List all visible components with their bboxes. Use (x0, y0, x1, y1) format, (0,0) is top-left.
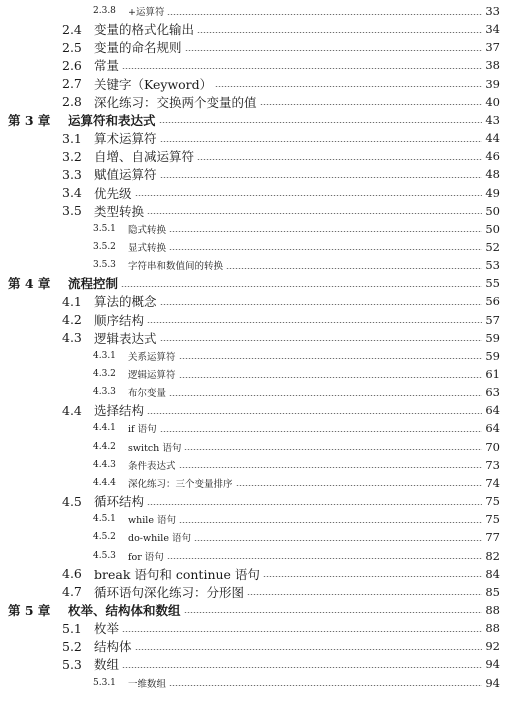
dot-leader (147, 413, 482, 414)
toc-number: 3.4 (62, 185, 82, 200)
toc-title: +运算符 (128, 7, 165, 18)
toc-page-number: 63 (485, 385, 500, 400)
toc-page-number: 92 (485, 639, 500, 654)
dot-leader (160, 304, 483, 305)
toc-page-number: 56 (485, 294, 500, 309)
toc-page-number: 73 (485, 457, 500, 472)
dot-leader (135, 195, 483, 196)
toc-number: 3.5.2 (93, 241, 116, 252)
toc-page-number: 49 (485, 185, 500, 200)
toc-number: 4.2 (62, 312, 82, 328)
toc-page-number: 75 (485, 494, 500, 509)
toc-page-number: 52 (485, 239, 500, 254)
toc-number: 4.5 (62, 493, 82, 509)
toc-page-number: 43 (485, 112, 500, 127)
toc-page-number: 34 (485, 22, 500, 37)
toc-number: 3.2 (62, 148, 82, 164)
toc-page-number: 57 (485, 312, 500, 327)
toc-page-number: 55 (485, 276, 500, 291)
toc-subsection[interactable] (0, 672, 508, 694)
dot-leader (159, 122, 483, 123)
dot-leader (122, 631, 482, 632)
dot-leader (179, 377, 483, 378)
toc-title: 变量的命名规则 (94, 40, 182, 56)
toc-number: 5.1 (62, 620, 82, 636)
toc-page-number: 84 (485, 566, 500, 581)
toc-title: 循环语句深化练习：分形图 (94, 584, 245, 600)
toc-title: 深化练习：三个变量排序 (128, 478, 233, 490)
toc-page-number: 75 (485, 512, 500, 527)
toc-page-number: 94 (485, 675, 500, 690)
toc-number: 4.1 (62, 293, 82, 309)
toc-number: 4.3.1 (93, 350, 116, 361)
toc-title: 枚举 (94, 621, 120, 637)
dot-leader (122, 68, 482, 69)
toc-title: 变量的格式化输出 (94, 22, 195, 38)
toc-page-number: 61 (485, 367, 500, 381)
toc-page-number: 59 (485, 330, 500, 345)
toc-page-number: 88 (485, 621, 500, 636)
toc-page-number: 64 (485, 421, 500, 436)
toc-number: 2.4 (62, 21, 82, 37)
toc-page-number: 33 (485, 4, 500, 18)
toc-number: 4.4 (62, 402, 82, 418)
toc-title: 布尔变量 (128, 388, 167, 400)
toc-number: 2.8 (62, 94, 82, 110)
toc-title: 逻辑表达式 (94, 330, 157, 346)
dot-leader (226, 268, 482, 269)
toc-number: 4.4.2 (93, 441, 116, 452)
toc-number: 3.5.1 (93, 223, 116, 234)
dot-leader (160, 340, 483, 341)
dot-leader (147, 322, 482, 323)
toc-number: 4.4.1 (93, 423, 116, 434)
dot-leader (184, 449, 482, 450)
toc-title: break 语句和 continue 语句 (94, 566, 260, 582)
toc-number: 第 4 章 (8, 276, 51, 292)
toc-title: 一维数组 (128, 678, 167, 690)
toc-title: 结构体 (94, 639, 132, 655)
toc-number: 第 3 章 (8, 112, 51, 128)
toc-number: 4.3.2 (93, 369, 116, 379)
toc-page-number: 38 (485, 58, 500, 73)
toc-title: 条件表达式 (128, 460, 176, 472)
dot-leader (179, 522, 482, 523)
dot-leader (215, 86, 482, 87)
toc-title: 类型转换 (94, 203, 145, 219)
toc-title: 选择结构 (94, 403, 145, 419)
toc-title: 运算符和表达式 (68, 112, 156, 128)
toc-page-number: 88 (485, 602, 500, 617)
toc-number: 4.3.3 (93, 387, 116, 398)
toc-title: 赋值运算符 (94, 167, 157, 183)
toc-title: 关系运算符 (128, 351, 176, 363)
dot-leader (167, 14, 482, 15)
toc-page-number: 85 (485, 584, 500, 599)
dot-leader (169, 395, 482, 396)
toc-page-number: 40 (485, 94, 500, 109)
toc-page-number: 59 (485, 348, 500, 363)
toc-number: 4.5.2 (93, 532, 116, 543)
dot-leader (194, 540, 482, 541)
toc-number: 4.3 (62, 330, 82, 346)
toc-title: 显式转换 (128, 242, 167, 254)
dot-leader (184, 612, 483, 613)
toc-title: 常量 (94, 58, 120, 74)
dot-leader (121, 286, 482, 287)
toc-number: 2.7 (62, 76, 82, 92)
toc-number: 4.4.4 (93, 477, 116, 488)
toc-title: 顺序结构 (94, 312, 145, 328)
toc-title: while 语句 (128, 515, 176, 527)
toc-number: 4.4.3 (93, 459, 116, 470)
dot-leader (197, 159, 482, 160)
dot-leader (160, 141, 483, 142)
toc-page-number: 70 (485, 439, 500, 454)
toc-page-number: 94 (485, 657, 500, 672)
dot-leader (169, 685, 482, 686)
toc-number: 3.3 (62, 166, 82, 182)
toc-title: if 语句 (128, 424, 157, 436)
dot-leader (179, 467, 483, 468)
toc-title: 隐式转换 (128, 224, 167, 236)
toc-title: do-while 语句 (128, 533, 191, 545)
toc-number: 2.3.8 (93, 6, 116, 16)
dot-leader (167, 558, 483, 559)
dot-leader (185, 50, 483, 51)
toc-page-number: 39 (485, 76, 500, 91)
dot-leader (179, 358, 483, 359)
toc-page-number: 50 (485, 221, 500, 236)
toc-title: 关键字（Keyword） (94, 76, 213, 92)
toc-number: 5.3.1 (93, 677, 116, 688)
toc-page-number: 64 (485, 403, 500, 418)
toc-number: 3.1 (62, 130, 82, 146)
toc-number: 3.5.3 (93, 260, 116, 271)
dot-leader (122, 667, 482, 668)
dot-leader (236, 485, 483, 486)
toc-page-number: 53 (485, 258, 500, 273)
toc-number: 2.6 (62, 57, 82, 73)
toc-title: 字符串和数值间的转换 (128, 261, 224, 273)
dot-leader (147, 504, 482, 505)
toc-page-number: 37 (485, 40, 500, 55)
dot-leader (169, 231, 482, 232)
dot-leader (160, 431, 483, 432)
dot-leader (260, 104, 483, 105)
dot-leader (263, 576, 482, 577)
dot-leader (147, 213, 482, 214)
toc-title: switch 语句 (128, 442, 182, 454)
toc-number: 4.5.3 (93, 550, 116, 561)
dot-leader (135, 649, 483, 650)
toc-page-number: 82 (485, 548, 500, 563)
toc-page-number: 74 (485, 475, 500, 490)
toc-title: 自增、自减运算符 (94, 149, 195, 165)
toc-number: 第 5 章 (8, 602, 51, 618)
toc-title: 逻辑运算符 (128, 370, 176, 381)
toc-number: 2.5 (62, 39, 82, 55)
toc-number: 3.5 (62, 203, 82, 219)
toc-number: 4.5.1 (93, 514, 116, 525)
dot-leader (160, 177, 483, 178)
toc-title: 算术运算符 (94, 131, 157, 147)
toc-page-number: 46 (485, 149, 500, 164)
toc-title: 数组 (94, 657, 120, 673)
toc-number: 4.7 (62, 584, 82, 600)
toc-title: 循环结构 (94, 494, 145, 510)
toc-title: 深化练习：交换两个变量的值 (94, 94, 257, 110)
toc-title: 枚举、结构体和数组 (68, 602, 181, 618)
toc-page-number: 48 (485, 167, 500, 182)
toc-title: for 语句 (128, 551, 164, 563)
toc-title: 流程控制 (68, 276, 119, 292)
toc-number: 5.3 (62, 656, 82, 672)
toc-page-number: 50 (485, 203, 500, 218)
toc-title: 算法的概念 (94, 294, 157, 310)
dot-leader (197, 32, 482, 33)
dot-leader (169, 249, 482, 250)
toc-title: 优先级 (94, 185, 132, 201)
dot-leader (247, 594, 482, 595)
toc-page-number: 44 (485, 131, 500, 146)
toc-number: 5.2 (62, 638, 82, 654)
toc-number: 4.6 (62, 566, 82, 582)
toc-page-number: 77 (485, 530, 500, 545)
